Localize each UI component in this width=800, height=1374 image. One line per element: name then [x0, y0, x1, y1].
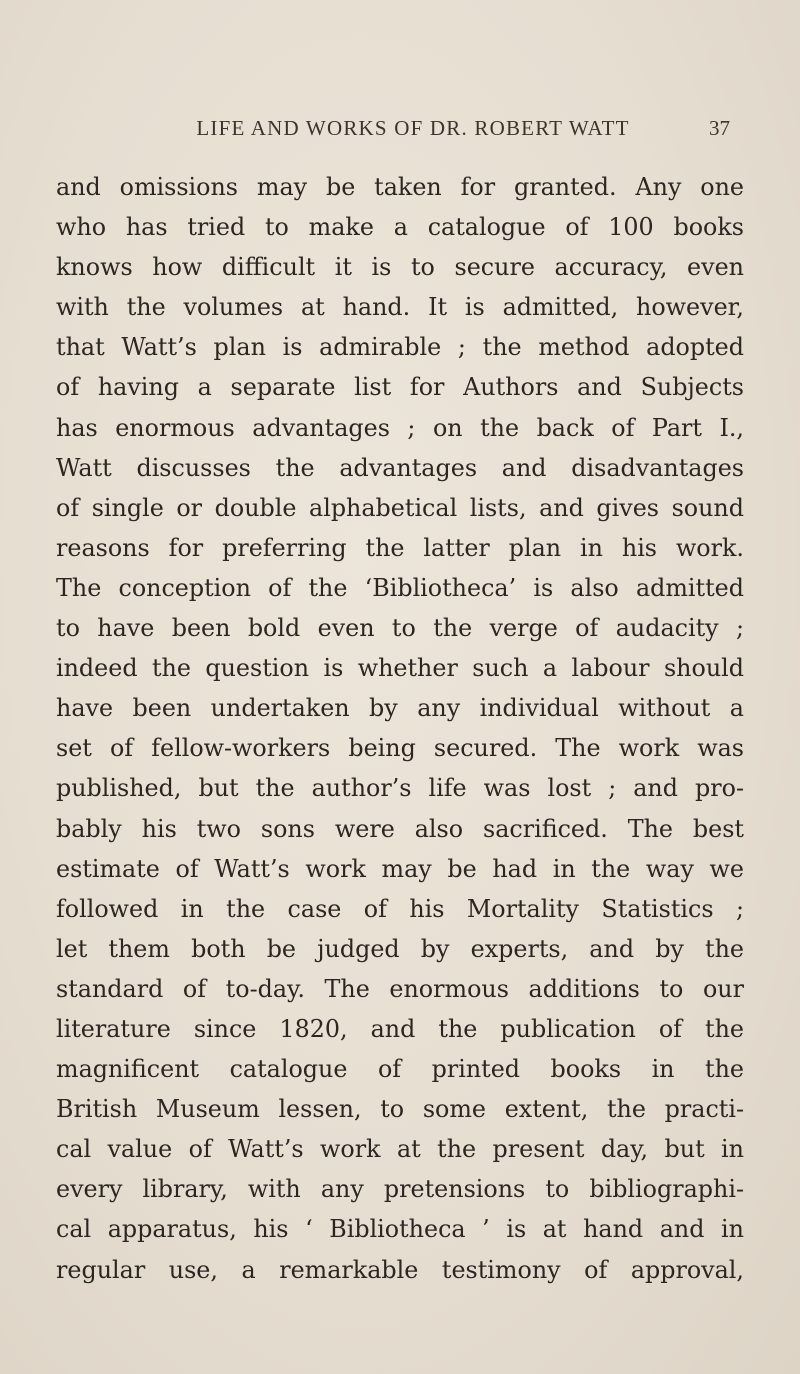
text-line: estimate of Watt’s work may be had in the way we — [56, 854, 744, 883]
text-line: of single or double alphabetical lists, and gives sound — [56, 493, 744, 522]
text-line: indeed the question is whether such a labour should — [56, 654, 744, 683]
text-line: reasons for preferring the latter plan in his work. — [56, 533, 744, 562]
text-line: with the volumes at hand. It is admitted, however, — [56, 293, 744, 322]
text-line: to have been bold even to the verge of audacity ; — [56, 614, 744, 643]
text-line: cal value of Watt’s work at the present day, but in — [56, 1135, 744, 1164]
text-line: have been undertaken by any individual without a — [56, 694, 744, 723]
text-line: of having a separate list for Authors and Subjects — [56, 373, 744, 402]
text-line: magnificent catalogue of printed books in the — [56, 1055, 744, 1084]
text-line: followed in the case of his Mortality Statistics ; — [56, 894, 744, 923]
text-line: that Watt’s plan is admirable ; the method adopted — [56, 333, 744, 362]
text-line: has enormous advantages ; on the back of Part I., — [56, 413, 744, 442]
running-title: LIFE AND WORKS OF DR. ROBERT WATT — [196, 116, 630, 140]
text-line: Watt discusses the advantages and disadvantages — [56, 453, 744, 482]
text-line: let them both be judged by experts, and by the — [56, 934, 744, 963]
running-head — [118, 116, 730, 146]
text-line: cal apparatus, his ‘ Bibliotheca ’ is at hand and in — [56, 1215, 744, 1244]
text-line: British Museum lessen, to some extent, the practi- — [56, 1095, 744, 1124]
text-line: standard of to-day. The enormous additions to our — [56, 974, 744, 1003]
text-line: published, but the author’s life was lost ; and pro- — [56, 774, 744, 803]
body-paragraph — [56, 167, 744, 1290]
text-line: bably his two sons were also sacrificed. The best — [56, 814, 744, 843]
text-line: every library, with any pretensions to bibliographi- — [56, 1175, 744, 1204]
text-line: knows how difficult it is to secure accuracy, even — [56, 253, 744, 282]
text-line: set of fellow-workers being secured. The work was — [56, 734, 744, 763]
text-line: who has tried to make a catalogue of 100 books — [56, 213, 744, 242]
text-line: regular use, a remarkable testimony of approval, — [56, 1255, 744, 1284]
text-line: literature since 1820, and the publication of the — [56, 1014, 744, 1043]
text-line: The conception of the ‘Bibliotheca’ is also admitted — [56, 573, 744, 602]
page-number: 37 — [709, 116, 730, 140]
text-line: and omissions may be taken for granted. Any one — [56, 173, 744, 201]
